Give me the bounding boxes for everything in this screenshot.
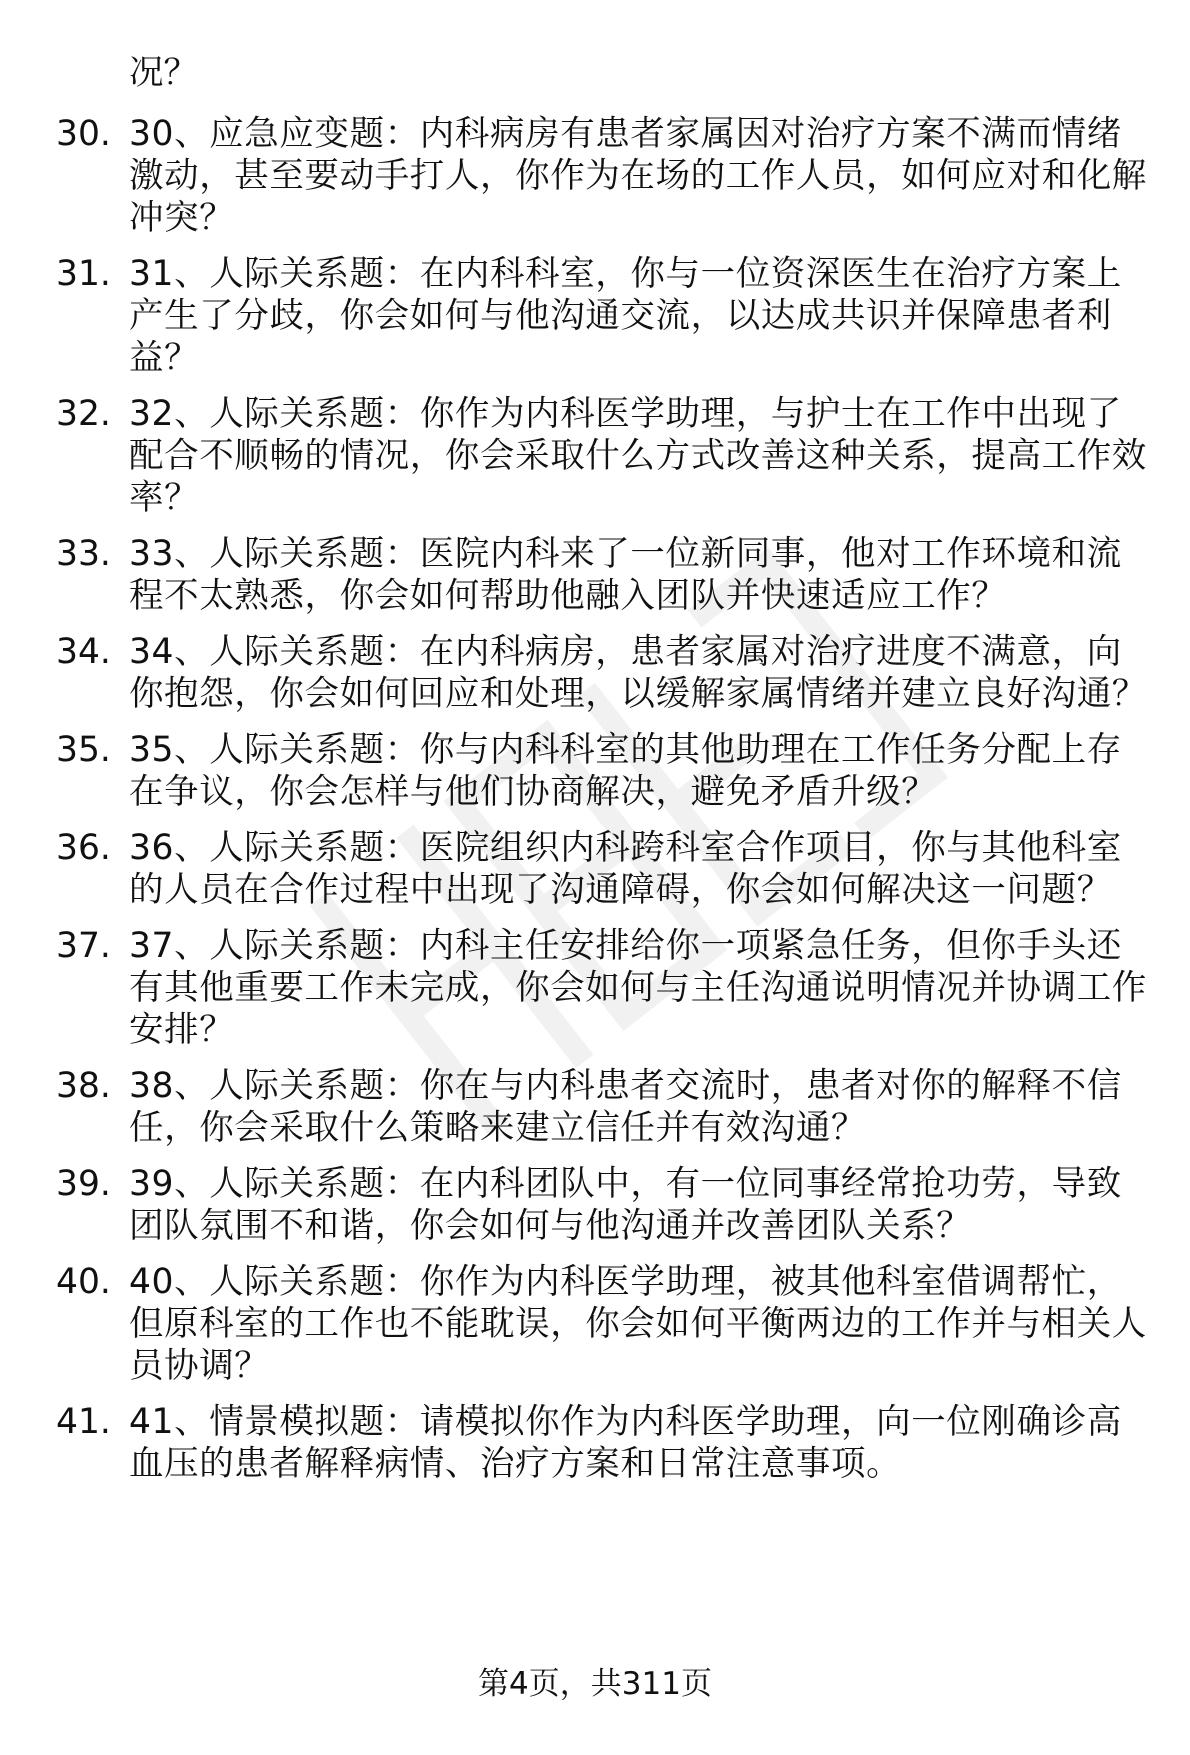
list-number: 36. [56,828,111,868]
list-number: 39. [56,1164,111,1204]
list-number: 33. [56,534,111,574]
list-item [0,113,1190,239]
list-item [0,827,1190,911]
list-item [0,631,1190,715]
question-text: 40、人际关系题：你作为内科医学助理，被其他科室借调帮忙，但原科室的工作也不能耽误，你会如何平衡两边的工作并与相关人员协调？ [129,1262,1147,1386]
list-number: 38. [56,1066,111,1106]
continuation-text: 况？ [129,53,198,93]
list-item [0,1065,1190,1149]
list-number: 41. [56,1402,111,1442]
question-text: 36、人际关系题：医院组织内科跨科室合作项目，你与其他科室的人员在合作过程中出现了沟通障碍，你会如何解决这一问题？ [129,828,1122,910]
list-item [0,1163,1190,1247]
list-item [0,925,1190,1051]
list-number: 31. [56,254,111,294]
page-number: 第4页，共311页 [478,1666,712,1702]
list-item [0,1261,1190,1387]
question-text: 41、情景模拟题：请模拟你作为内科医学助理，向一位刚确诊高血压的患者解释病情、治疗方案和日常注意事项。 [129,1402,1122,1484]
question-text: 38、人际关系题：你在与内科患者交流时，患者对你的解释不信任，你会采取什么策略来建立信任并有效沟通？ [129,1066,1122,1148]
list-number: 34. [56,632,111,672]
list-item [0,729,1190,813]
list-number: 30. [56,114,111,154]
list-number: 40. [56,1262,111,1302]
list-number: 37. [56,926,111,966]
list-number: 35. [56,730,111,770]
question-list [0,113,1190,1499]
list-item [0,1401,1190,1485]
list-item [0,393,1190,519]
question-text: 37、人际关系题：内科主任安排给你一项紧急任务，但你手头还有其他重要工作未完成，你会如何与主任沟通说明情况并协调工作安排？ [129,926,1147,1050]
list-item [0,533,1190,617]
list-number: 32. [56,394,111,434]
question-text: 39、人际关系题：在内科团队中，有一位同事经常抢功劳，导致团队氛围不和谐，你会如何与他沟通并改善团队关系？ [129,1164,1122,1246]
question-text: 32、人际关系题：你作为内科医学助理，与护士在工作中出现了配合不顺畅的情况，你会采取什么方式改善这种关系，提高工作效率？ [129,394,1147,518]
question-text: 33、人际关系题：医院内科来了一位新同事，他对工作环境和流程不太熟悉，你会如何帮助他融入团队并快速适应工作？ [129,534,1122,616]
question-text: 31、人际关系题：在内科科室，你与一位资深医生在治疗方案上产生了分歧，你会如何与他沟通交流，以达成共识并保障患者利益？ [129,254,1122,378]
question-text: 35、人际关系题：你与内科科室的其他助理在工作任务分配上存在争议，你会怎样与他们协商解决，避免矛盾升级？ [129,730,1122,812]
question-text: 34、人际关系题：在内科病房，患者家属对治疗进度不满意，向你抱怨，你会如何回应和处理，以缓解家属情绪并建立良好沟通？ [129,632,1147,714]
question-text: 30、应急应变题：内科病房有患者家属因对治疗方案不满而情绪激动，甚至要动手打人，你作为在场的工作人员，如何应对和化解冲突？ [129,114,1147,238]
list-item [0,253,1190,379]
